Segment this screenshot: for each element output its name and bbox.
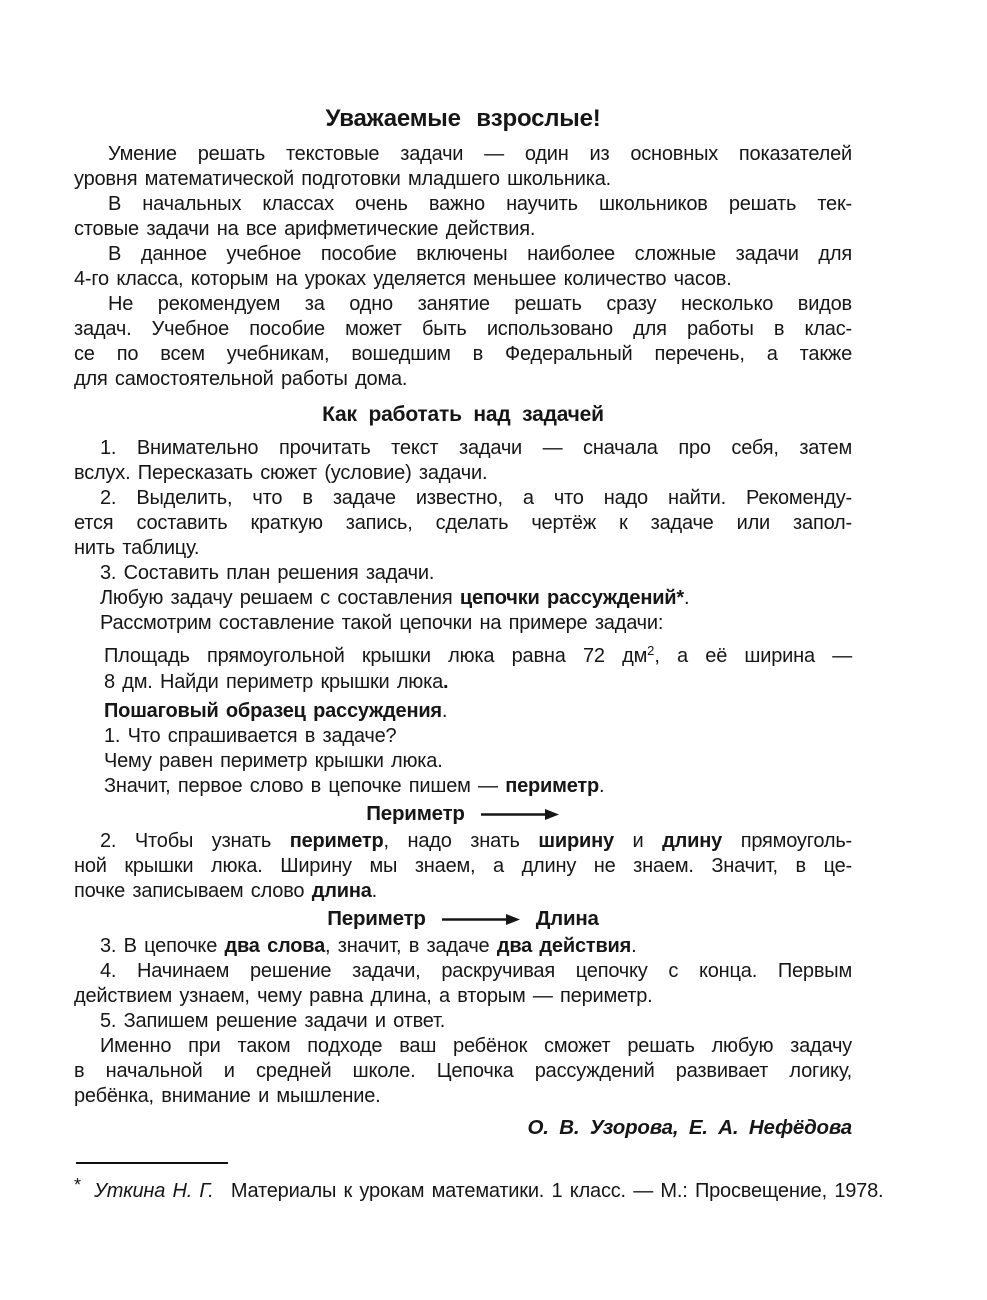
text-line	[74, 934, 852, 959]
text-blocks	[74, 142, 852, 1109]
text-segment: 2	[647, 643, 655, 658]
emphasis-text: два действия	[496, 935, 632, 957]
text-line	[104, 644, 852, 670]
sample-step-1-answer	[74, 749, 852, 774]
text-line	[74, 461, 852, 486]
text-line	[74, 342, 852, 367]
problem-statement	[74, 644, 852, 695]
text-line	[74, 1059, 852, 1084]
text-line	[74, 167, 852, 192]
footnote-author: Уткина Н. Г.	[94, 1180, 214, 1202]
emphasis-text: длина	[311, 880, 372, 902]
emphasis-text: ширину	[538, 830, 614, 852]
text-line	[74, 536, 852, 561]
emphasis-text: два слова	[224, 935, 326, 957]
text-segment: уровня математической подготовки младшего школьника.	[74, 168, 611, 190]
emphasis-text: Периметр	[327, 907, 426, 930]
text-segment: .	[598, 775, 605, 797]
text-segment: 2. Выделить, что в задаче известно, а что надо найти. Рекоменду-	[100, 487, 852, 509]
text-line	[74, 367, 852, 392]
section-heading: Как работать над задачей	[322, 403, 604, 426]
step-1	[74, 436, 852, 486]
text-segment: 4-го класса, которым на уроках уделяется меньшее количество часов.	[74, 268, 732, 290]
text-segment: Чему равен периметр крышки люка.	[104, 750, 443, 772]
emphasis-text: периметр	[505, 775, 599, 797]
text-segment: 4. Начинаем решение задачи, раскручивая цепочку с конца. Первым	[100, 960, 852, 982]
sample-step-3	[74, 934, 852, 959]
text-segment: и	[613, 830, 663, 852]
text-segment: се по всем учебникам, вошедшим в Федеральный перечень, а также	[74, 343, 852, 365]
text-segment: ребёнка, внимание и мышление.	[74, 1085, 381, 1107]
text-segment: .	[371, 880, 377, 902]
text-segment: , значит, в задаче	[325, 935, 497, 957]
text-segment: стовые задачи на все арифметические действия.	[74, 218, 536, 240]
sample-heading	[74, 699, 852, 724]
text-segment: для самостоятельной работы дома.	[74, 368, 408, 390]
text-segment: ется составить краткую запись, сделать чертёж к задаче или запол-	[74, 512, 852, 534]
emphasis-text: .	[443, 671, 449, 693]
text-line	[74, 267, 852, 292]
text-segment: 3. Составить план решения задачи.	[100, 562, 435, 584]
authors-signature: О. В. Узорова, Е. А. Нефёдова	[527, 1116, 852, 1139]
sample-step-2	[74, 829, 852, 904]
text-segment: Значит, первое слово в цепочке пишем —	[104, 775, 506, 797]
text-segment: В данное учебное пособие включены наиболее сложные задачи для	[108, 243, 852, 265]
text-line	[74, 984, 852, 1009]
text-segment: Именно при таком подходе ваш ребёнок сможет решать любую задачу	[100, 1035, 852, 1057]
emphasis-text: Длина	[535, 907, 599, 930]
text-segment: почке записываем слово	[74, 880, 312, 902]
text-segment: в начальной и средней школе. Цепочка рассуждений развивает логику,	[74, 1060, 852, 1082]
sample-step-1	[74, 724, 852, 749]
reasoning-chain-1	[74, 801, 852, 827]
text-line	[74, 511, 852, 536]
chain-intro	[74, 586, 852, 611]
text-line	[74, 436, 852, 461]
text-line	[74, 586, 852, 611]
text-segment: прямоуголь-	[722, 830, 852, 852]
emphasis-text: Периметр	[366, 802, 465, 825]
text-segment: задач. Учебное пособие может быть использовано для работы в клас-	[74, 318, 852, 340]
text-segment: .	[441, 700, 448, 722]
text-line	[74, 292, 852, 317]
intro-paragraph-1	[74, 142, 852, 192]
sample-step-4	[74, 959, 852, 1009]
closing-paragraph	[74, 1034, 852, 1109]
footnote-divider	[76, 1162, 228, 1164]
text-line	[104, 724, 852, 749]
step-3	[74, 561, 852, 586]
text-line	[74, 486, 852, 511]
text-segment: 8 дм. Найди периметр крышки люка	[104, 671, 444, 693]
step-2	[74, 486, 852, 561]
text-line	[74, 959, 852, 984]
text-segment: Любую задачу решаем с составления	[100, 587, 460, 609]
text-line	[74, 1034, 852, 1059]
text-segment: 2. Чтобы узнать	[100, 830, 290, 852]
text-line	[74, 561, 852, 586]
text-segment: нить таблицу.	[74, 537, 200, 559]
text-line	[74, 242, 852, 267]
right-arrow-icon	[480, 808, 560, 821]
emphasis-text: цепочки рассуждений*	[459, 587, 684, 609]
text-segment: вслух. Пересказать сюжет (условие) задачи.	[74, 462, 488, 484]
right-arrow-icon	[441, 913, 521, 926]
text-segment: , надо знать	[383, 830, 539, 852]
text-line	[104, 774, 852, 799]
text-line	[104, 749, 852, 774]
text-segment: .	[631, 935, 637, 957]
footnote-text: Материалы к урокам математики. 1 класс. — М.: Просвещение, 1978.	[230, 1180, 884, 1202]
text-segment: 1. Внимательно прочитать текст задачи — сначала про себя, затем	[100, 437, 852, 459]
intro-paragraph-4	[74, 292, 852, 392]
footnote-marker: *	[74, 1175, 81, 1195]
intro-paragraph-2	[74, 192, 852, 242]
text-line	[74, 879, 852, 904]
text-line	[74, 1009, 852, 1034]
reasoning-chain-2	[74, 906, 852, 932]
text-line	[104, 670, 852, 695]
text-segment: действием узнаем, чему равна длина, а вторым — периметр.	[74, 985, 653, 1007]
text-segment: Не рекомендуем за одно занятие решать сразу несколько видов	[108, 293, 852, 315]
footnote	[74, 1172, 883, 1204]
text-segment: Рассмотрим составление такой цепочки на примере задачи:	[100, 612, 664, 634]
text-line	[74, 1084, 852, 1109]
text-line	[74, 829, 852, 854]
emphasis-text: длину	[662, 830, 723, 852]
text-segment: В начальных классах очень важно научить школьников решать тек-	[108, 193, 852, 215]
text-line	[104, 699, 852, 724]
sample-step-5	[74, 1009, 852, 1034]
text-segment: 5. Запишем решение задачи и ответ.	[100, 1010, 446, 1032]
page-title: Уважаемые взрослые!	[325, 105, 601, 132]
intro-paragraph-3	[74, 242, 852, 292]
text-line	[74, 317, 852, 342]
chain-example-intro	[74, 611, 852, 636]
page-content	[74, 104, 852, 1141]
text-segment: ной крышки люка. Ширину мы знаем, а длину не знаем. Значит, в це-	[74, 855, 852, 877]
text-line	[74, 192, 852, 217]
emphasis-text: Пошаговый образец рассуждения	[104, 700, 442, 722]
text-segment: .	[684, 587, 690, 609]
text-segment: , а её ширина —	[654, 645, 852, 667]
text-line	[74, 611, 852, 636]
text-segment: Площадь прямоугольной крышки люка равна 72 дм	[104, 645, 648, 667]
text-segment: Умение решать текстовые задачи — один из основных показателей	[108, 143, 852, 165]
text-segment: 3. В цепочке	[100, 935, 225, 957]
text-line	[74, 854, 852, 879]
text-segment: 1. Что спрашивается в задаче?	[104, 725, 397, 747]
sample-step-1-conclusion	[74, 774, 852, 799]
text-line	[74, 142, 852, 167]
emphasis-text: периметр	[289, 830, 384, 852]
text-line	[74, 217, 852, 242]
